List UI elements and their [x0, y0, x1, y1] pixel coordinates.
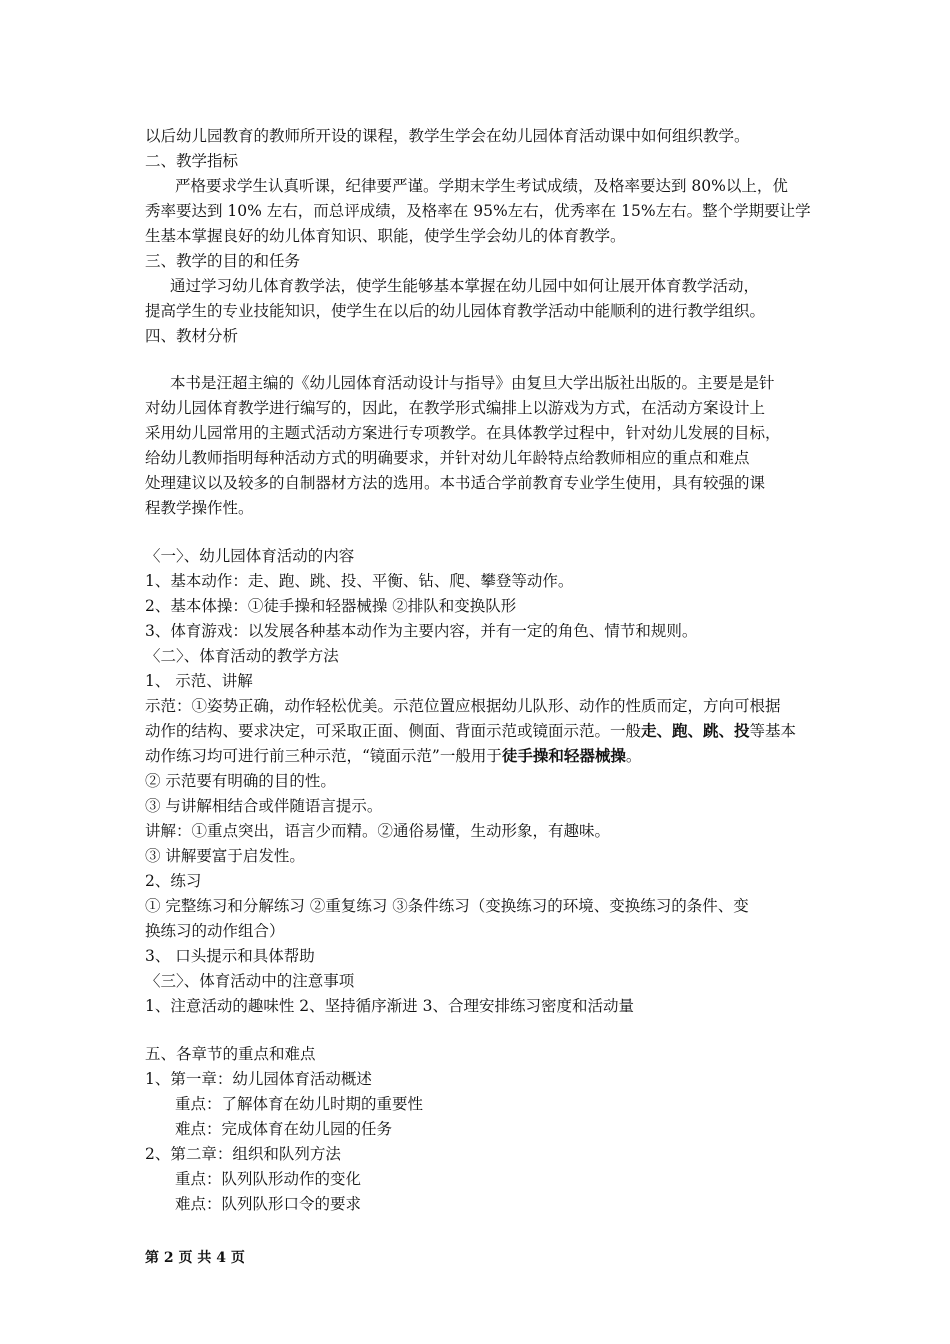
text-run: 等基本 [749, 722, 797, 740]
list-item: ② 示范要有明确的目的性。 [145, 772, 336, 790]
list-item: ③ 讲解要富于启发性。 [145, 847, 305, 865]
list-item: 1、注意活动的趣味性 2、坚持循序渐进 3、合理安排练习密度和活动量 [145, 997, 634, 1015]
body-text: 给幼儿教师指明每种活动方式的明确要求，并针对幼儿年龄特点给教师相应的重点和难点 [145, 449, 750, 467]
list-item: 3、 口头提示和具体帮助 [145, 947, 315, 965]
list-item: 难点：完成体育在幼儿园的任务 [175, 1120, 393, 1138]
body-text: 以后幼儿园教育的教师所开设的课程，教学生学会在幼儿园体育活动课中如何组织教学。 [145, 127, 750, 145]
text-run: 。 [625, 747, 642, 765]
list-item: 2、第二章：组织和队列方法 [145, 1145, 341, 1163]
body-text: 采用幼儿园常用的主题式活动方案进行专项教学。在具体教学过程中，针对幼儿发展的目标， [145, 424, 781, 442]
text-run: 动作的结构、要求决定，可采取正面、侧面、背面示范或镜面示范。一般 [145, 722, 642, 740]
list-item: 2、练习 [145, 872, 202, 890]
list-item: 1、 示范、讲解 [145, 672, 253, 690]
list-item: 重点：了解体育在幼儿时期的重要性 [175, 1095, 424, 1113]
text-run: 动作练习均可进行前三种示范，“镜面示范”一般用于 [145, 747, 502, 765]
body-text: 对幼儿园体育教学进行编写的，因此，在教学形式编排上以游戏为方式，在活动方案设计上 [145, 399, 766, 417]
list-item: 2、基本体操：①徒手操和轻器械操 ②排队和变换队形 [145, 597, 517, 615]
section-heading: 五、各章节的重点和难点 [145, 1045, 316, 1063]
subsection-heading: 〈二〉、体育活动的教学方法 [145, 647, 339, 665]
body-text: 处理建议以及较多的自制器材方法的选用。本书适合学前教育专业学生使用，具有较强的课 [145, 474, 766, 492]
body-text: ① 完整练习和分解练习 ②重复练习 ③条件练习（变换练习的环境、变换练习的条件、变 [145, 897, 749, 915]
body-text: 示范：①姿势正确，动作轻松优美。示范位置应根据幼儿队形、动作的性质而定，方向可根据 [145, 697, 781, 715]
section-heading: 二、教学指标 [145, 152, 239, 170]
body-text: 通过学习幼儿体育教学法，使学生能够基本掌握在幼儿园中如何让展开体育教学活动， [170, 277, 760, 295]
section-heading: 三、教学的目的和任务 [145, 252, 301, 270]
list-item: ③ 与讲解相结合或伴随语言提示。 [145, 797, 383, 815]
body-text: 程教学操作性。 [145, 499, 254, 517]
list-item: 重点：队列队形动作的变化 [175, 1170, 362, 1188]
list-item: 难点：队列队形口令的要求 [175, 1195, 362, 1213]
bold-text-run: 走、跑、跳、投 [641, 721, 750, 740]
list-item: 3、体育游戏：以发展各种基本动作为主要内容，并有一定的角色、情节和规则。 [145, 622, 698, 640]
section-heading: 四、教材分析 [145, 327, 239, 345]
body-text: 严格要求学生认真听课，纪律要严谨。学期末学生考试成绩，及格率要达到 80%以上，优 [175, 177, 788, 195]
body-text [145, 720, 796, 742]
body-text: 本书是汪超主编的《幼儿园体育活动设计与指导》由复旦大学出版社出版的。主要是是针 [170, 374, 775, 392]
subsection-heading: 〈一〉、幼儿园体育活动的内容 [145, 547, 355, 565]
subsection-heading: 〈三〉、体育活动中的注意事项 [145, 972, 355, 990]
body-text: 提高学生的专业技能知识，使学生在以后的幼儿园体育教学活动中能顺利的进行教学组织。 [145, 302, 766, 320]
body-text: 讲解：①重点突出，语言少而精。②通俗易懂，生动形象，有趣味。 [145, 822, 611, 840]
list-item: 1、第一章：幼儿园体育活动概述 [145, 1070, 372, 1088]
list-item: 1、基本动作：走、跑、跳、投、平衡、钻、爬、攀登等动作。 [145, 572, 574, 590]
body-text: 秀率要达到 10% 左右，而总评成绩，及格率在 95%左右，优秀率在 15%左右。整个学期要让学 [145, 202, 811, 220]
body-text: 换练习的动作组合） [145, 922, 285, 940]
bold-text-run: 徒手操和轻器械操 [501, 746, 626, 765]
body-text [145, 745, 641, 767]
page-footer: 第 2 页 共 4 页 [145, 1250, 245, 1266]
body-text: 生基本掌握良好的幼儿体育知识、职能，使学生学会幼儿的体育教学。 [145, 227, 626, 245]
